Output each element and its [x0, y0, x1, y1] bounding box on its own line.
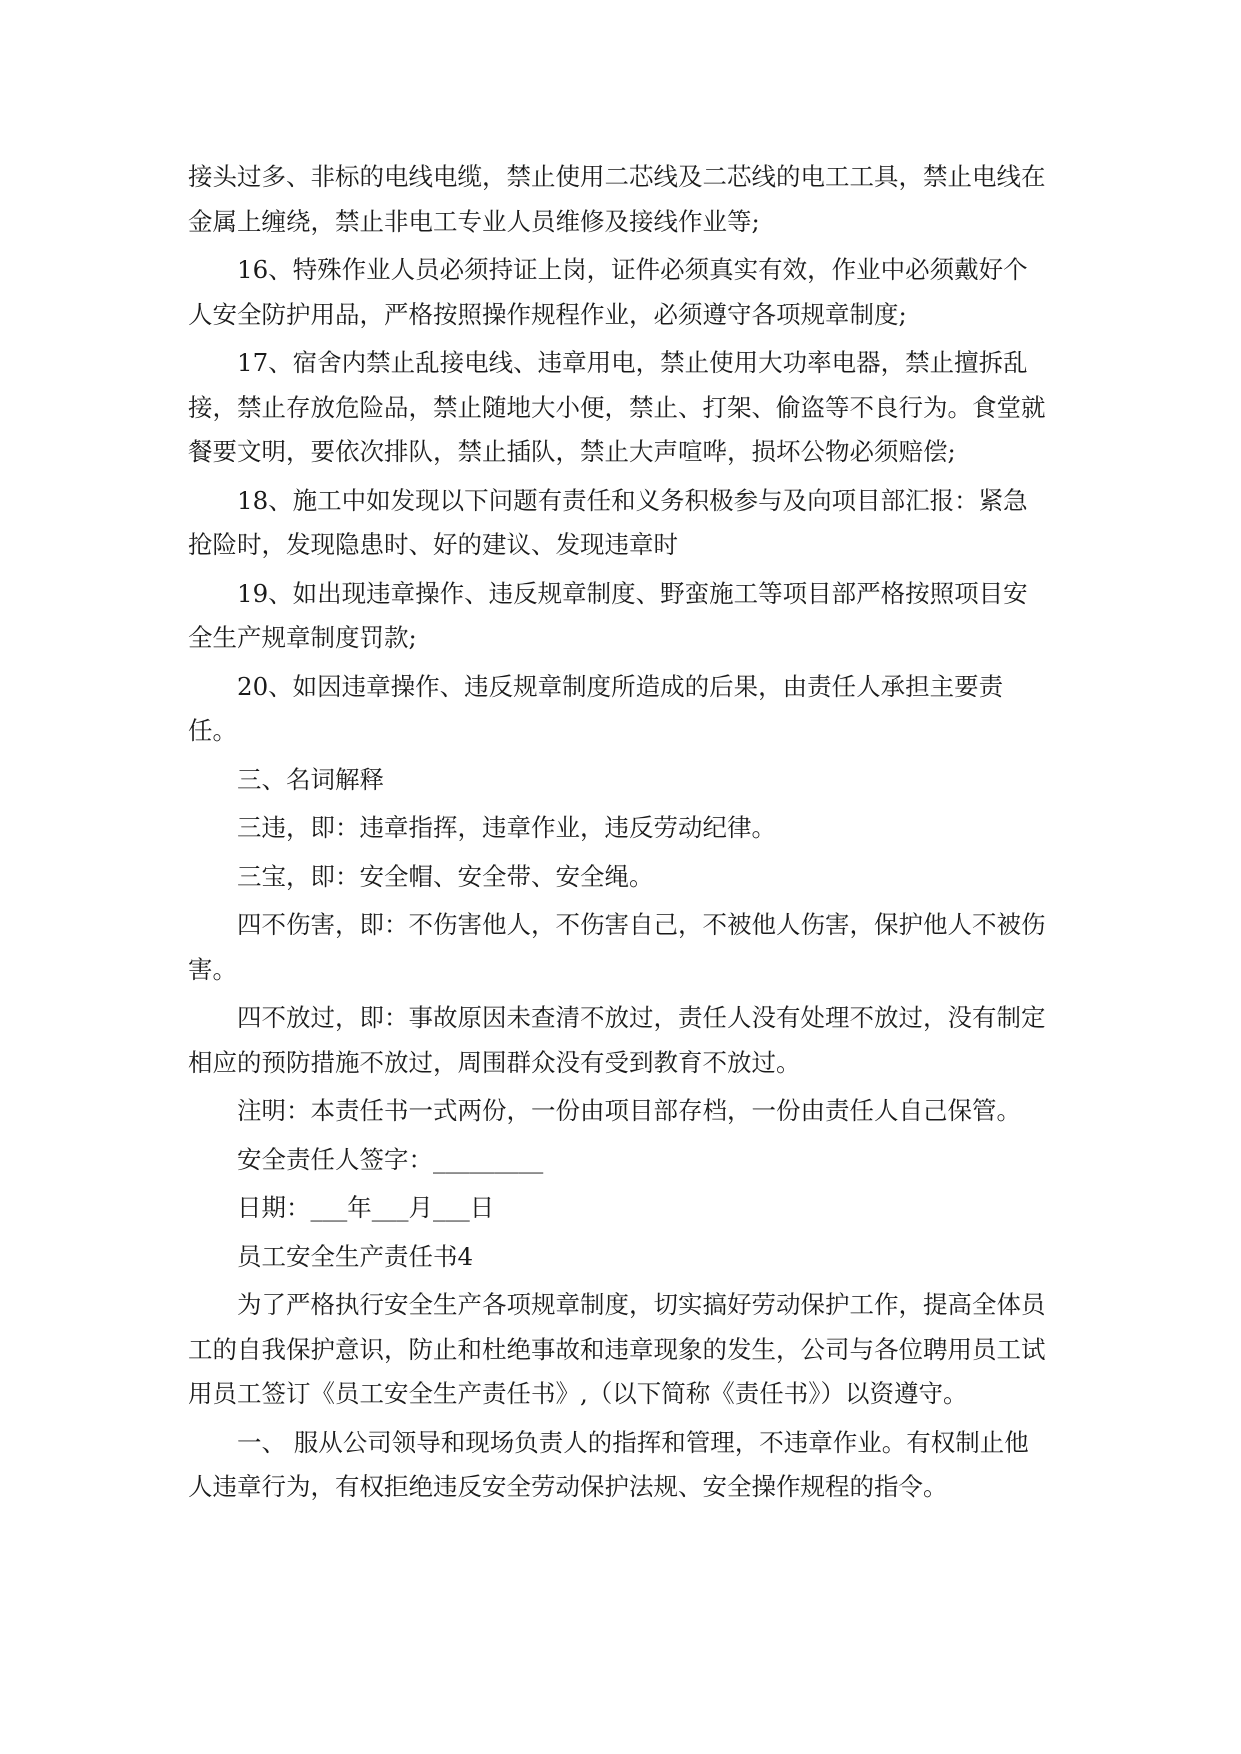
paragraph-item-17: 17、宿舍内禁止乱接电线、违章用电，禁止使用大功率电器，禁止擅拆乱接，禁止存放危险品，禁止随地大小便，禁止、打架、偷盗等不良行为。食堂就餐要文明，要依次排队，禁止插队，禁止大声喧哗，损坏公物必须赔偿; [188, 348, 1046, 466]
note-copies: 注明：本责任书一式两份，一份由项目部存档，一份由责任人自己保管。 [237, 1096, 1021, 1125]
paragraph-item-16: 16、特殊作业人员必须持证上岗，证件必须真实有效，作业中必须戴好个人安全防护用品，严格按照操作规程作业，必须遵守各项规章制度; [188, 255, 1028, 329]
clause-1: 一、 服从公司领导和现场负责人的指挥和管理，不违章作业。有权制止他人违章行为，有权拒绝违反安全劳动保护法规、安全操作规程的指令。 [188, 1427, 1029, 1501]
term-three-violations: 三违，即：违章指挥，违章作业，违反劳动纪律。 [237, 813, 776, 842]
signature-line: 安全责任人签字：_________ [237, 1144, 544, 1174]
document-body [188, 155, 1048, 1510]
paragraph-item-20: 20、如因违章操作、违反规章制度所造成的后果，由责任人承担主要责任。 [188, 671, 1004, 745]
paragraph-item-19: 19、如出现违章操作、违反规章制度、野蛮施工等项目部严格按照项目安全生产规章制度罚款; [188, 578, 1028, 652]
document-title-4: 员工安全生产责任书4 [237, 1241, 474, 1271]
date-line: 日期：___年___月___日 [237, 1193, 495, 1222]
section-heading-terms: 三、名词解释 [237, 764, 384, 794]
paragraph-item-18: 18、施工中如发现以下问题有责任和义务积极参与及向项目部汇报：紧急抢险时，发现隐患时、好的建议、发现违章时 [188, 485, 1028, 559]
intro-paragraph: 为了严格执行安全生产各项规章制度，切实搞好劳动保护工作，提高全体员工的自我保护意识，防止和杜绝事故和违章现象的发生，公司与各位聘用员工试用员工签订《员工安全生产责任书》,（以下简称《责任书》）以资遵守。 [188, 1290, 1046, 1408]
term-three-treasures: 三宝，即：安全帽、安全带、安全绳。 [237, 861, 654, 891]
term-four-no-harm: 四不伤害，即：不伤害他人，不伤害自己，不被他人伤害，保护他人不被伤害。 [188, 910, 1046, 984]
paragraph-continuation: 接头过多、非标的电线电缆，禁止使用二芯线及二芯线的电工工具，禁止电线在金属上缠绕，禁止非电工专业人员维修及接线作业等; [188, 162, 1046, 236]
term-four-no-let-go: 四不放过，即：事故原因未查清不放过，责任人没有处理不放过，没有制定相应的预防措施不放过，周围群众没有受到教育不放过。 [188, 1003, 1046, 1077]
